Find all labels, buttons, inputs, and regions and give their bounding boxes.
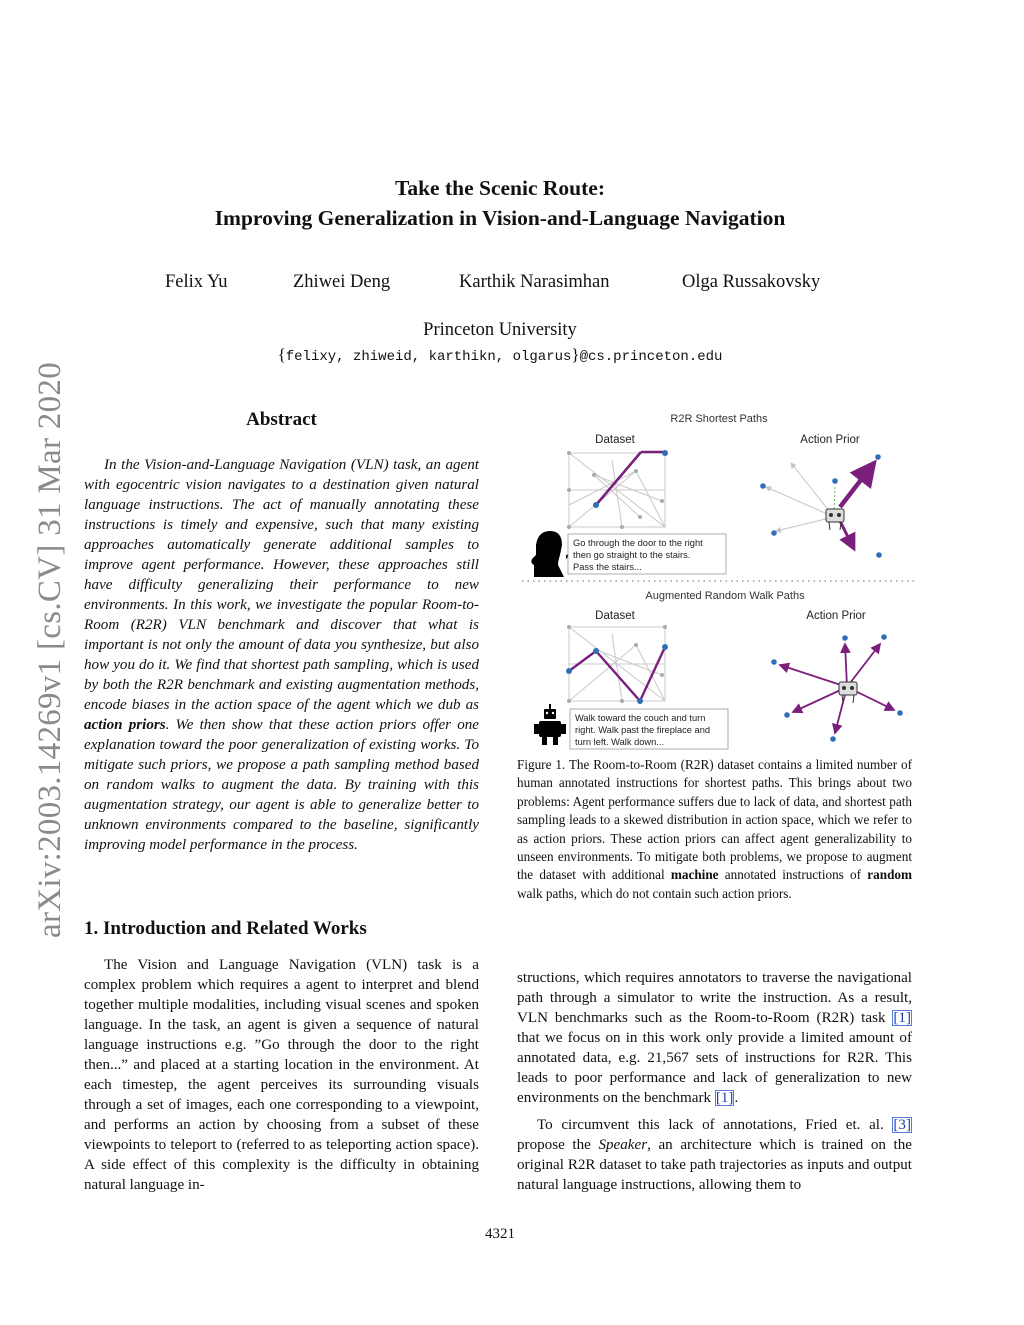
intro-right-paragraph-2 bbox=[517, 1115, 912, 1195]
author-4: Olga Russakovsky bbox=[682, 272, 821, 292]
author-2: Zhiwei Deng bbox=[293, 272, 391, 292]
fig-bottom-bubble-line3: turn left. Walk down... bbox=[575, 737, 665, 747]
email-domain: @cs.princeton.edu bbox=[579, 349, 723, 365]
paper-title-line2: Improving Generalization in Vision-and-Language Navigation bbox=[214, 206, 786, 230]
email-brace-open: { bbox=[277, 345, 286, 364]
email-users: felixy, zhiweid, karthikn, olgarus bbox=[285, 349, 572, 365]
fig-bottom-title: Augmented Random Walk Paths bbox=[645, 590, 805, 602]
abstract-body bbox=[84, 455, 479, 855]
author-emails bbox=[0, 345, 1000, 365]
caption-bold-machine: machine bbox=[670, 867, 719, 883]
fig-bottom-graph bbox=[569, 627, 665, 701]
citation-3[interactable]: [3] bbox=[893, 1117, 911, 1133]
abstract-text-2: . We then show that these action priors offer one explanation toward the poor generalization of existing works. To mitigate such priors, we propose a path sampling method based on random walks to augment the data. By training with this augmentation strategy, our agent is able to generalize better to unknown environments compared to the baseline, significantly improving model performance in the process. bbox=[84, 717, 479, 853]
robot-speaker-icon bbox=[534, 704, 566, 745]
intro-right-text-2a: To circumvent this lack of annotations, Fried et. al. bbox=[537, 1117, 893, 1133]
intro-right-text-1a: structions, which requires annotators to traverse the navigational path through a simulator to write the instruction. As a result, VLN benchmarks such as the Room-to-Room (R2R) task bbox=[517, 970, 912, 1026]
fig-top-graph bbox=[569, 453, 665, 527]
caption-text-2: annotated instructions of bbox=[718, 867, 868, 883]
paper-title-line1: Take the Scenic Route: bbox=[394, 176, 605, 200]
fig-top-prior-label: Action Prior bbox=[800, 434, 860, 446]
fig-bottom-dataset-label: Dataset bbox=[595, 610, 635, 622]
caption-bold-random: random bbox=[867, 867, 912, 883]
abstract-heading: Abstract bbox=[246, 409, 317, 430]
fig-top-bubble-line3: Pass the stairs... bbox=[573, 562, 642, 572]
fig-bottom-prior-label: Action Prior bbox=[806, 610, 866, 622]
abstract-text-1: In the Vision-and-Language Navigation (VLN) task, an agent with egocentric vision navigates to a destination given natural language instructions. The act of manually annotating these instructions is timely and expensive, such that many existing approaches automatically generate additional samples to improve agent performance. However, these approaches still have difficulty generalizing their performance to new environments. In this work, we investigate the popular Room-to-Room (R2R) VLN benchmark and discover that what is important is not only the amount of data you synthesize, but also how you do it. We find that shortest path sampling, which is used by both the R2R benchmark and existing augmentation methods, encode biases in the action space of the agent which we dub as bbox=[84, 457, 479, 713]
affiliation: Princeton University bbox=[423, 320, 577, 340]
fig-top-bubble-line2: then go straight to the stairs. bbox=[573, 550, 691, 560]
citation-1[interactable]: [1] bbox=[893, 1010, 911, 1026]
abstract-bold-term: action priors bbox=[84, 717, 166, 733]
fig-bottom-action-prior bbox=[780, 644, 894, 733]
intro-right-text-1b: that we focus on in this work only provide a limited amount of annotated data, e.g. 21,567 sets of instructions for R2R. This leads to poor performance and lack of generalization to new environments on the benchmark bbox=[517, 1030, 912, 1106]
arxiv-stamp: arXiv:2003.14269v1 [cs.CV] 31 Mar 2020 bbox=[32, 362, 68, 938]
figure-1-caption bbox=[517, 756, 912, 903]
intro-right-text-1c: . bbox=[734, 1090, 739, 1106]
fig-top-dataset-label: Dataset bbox=[595, 434, 635, 446]
author-3: Karthik Narasimhan bbox=[459, 272, 610, 292]
fig-top-action-prior bbox=[760, 454, 882, 558]
fig-bottom-bubble-line2: right. Walk past the fireplace and bbox=[575, 725, 711, 735]
fig-bottom-bubble-line1: Walk toward the couch and turn bbox=[575, 713, 706, 723]
speaker-term: Speaker bbox=[598, 1137, 648, 1153]
human-speaker-icon bbox=[531, 531, 564, 577]
citation-1-repeat[interactable]: [1] bbox=[715, 1090, 734, 1106]
caption-text-3: walk paths, which do not contain such action priors. bbox=[517, 885, 792, 901]
intro-right-text-2c: , an architecture which is trained on the original R2R dataset to take path trajectories as inputs and output natural language instructions, allowing them to bbox=[517, 1137, 912, 1193]
intro-left-paragraph: The Vision and Language Navigation (VLN) task is a complex problem which requires a agent to interpret and blend together multiple modalities, including visual scenes and spoken language. In the task, an agent is given a sequence of natural language instructions e.g. ”Go through the door to the right then...” and placed at a starting location in the environment. At each timestep, the agent perceives its surrounding visuals through a set of images, each one corresponding to a viewpoint, and performs an action by choosing from a subset of these viewpoints to teleport to (referred to as teleporting action space). A side effect of this complexity is the difficulty in obtaining natural language in- bbox=[84, 957, 479, 1193]
email-brace-close: } bbox=[571, 345, 580, 364]
fig-top-bubble-line1: Go through the door to the right bbox=[573, 538, 703, 548]
intro-right-text-2b: propose the bbox=[517, 1137, 599, 1153]
figure-1 bbox=[512, 405, 922, 753]
intro-heading: 1. Introduction and Related Works bbox=[84, 918, 367, 939]
fig-top-title: R2R Shortest Paths bbox=[670, 413, 768, 425]
page-number: 4321 bbox=[485, 1226, 515, 1242]
intro-right-paragraph-1 bbox=[517, 968, 912, 1108]
author-1: Felix Yu bbox=[165, 272, 228, 292]
caption-text-1: Figure 1. The Room-to-Room (R2R) dataset contains a limited number of human annotated instructions for shortest paths. This brings about two problems: Agent performance suffers due to lack of data, and shortest path sampling leads to a skewed distribution in action space, which we refer to as action priors. These action priors can affect agent generalizability to unseen environments. To mitigate both problems, we propose to augment the dataset with additional bbox=[517, 757, 912, 883]
